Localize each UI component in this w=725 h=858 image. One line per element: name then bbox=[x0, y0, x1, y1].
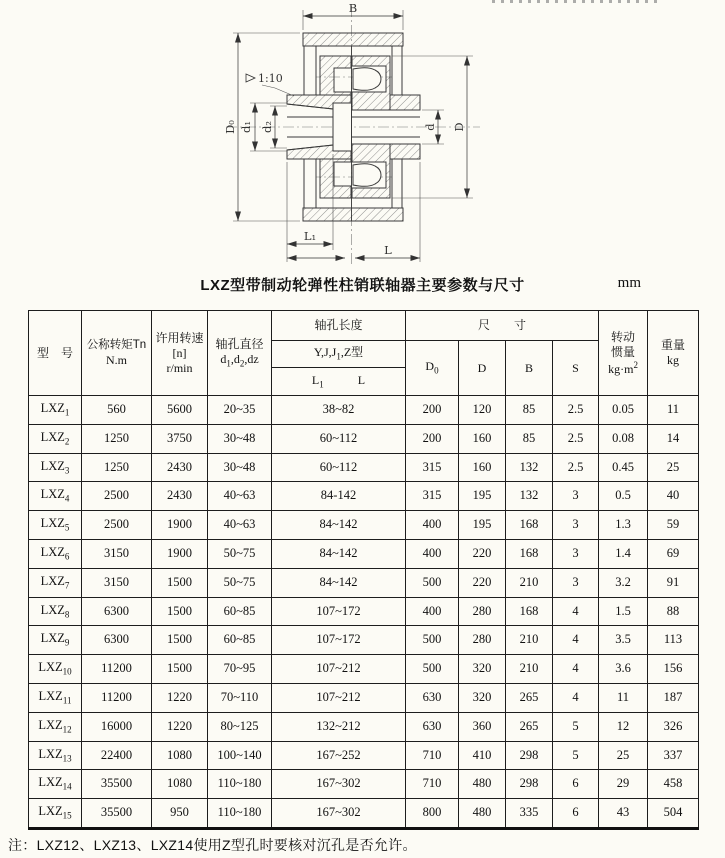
cell-D0: 200 bbox=[406, 396, 459, 425]
cell-speed: 1500 bbox=[152, 626, 208, 655]
cell-D0: 630 bbox=[406, 683, 459, 712]
cell-torque: 6300 bbox=[82, 626, 152, 655]
cell-B: 210 bbox=[506, 568, 553, 597]
cell-model: $LXZ_{10}$ bbox=[29, 655, 82, 684]
cell-speed: 3750 bbox=[152, 424, 208, 453]
table-row bbox=[29, 424, 699, 453]
cell-model: $LXZ_{11}$ bbox=[29, 683, 82, 712]
pin-plug bbox=[333, 103, 352, 151]
header-torque: 公称转矩Tn N.m bbox=[82, 311, 152, 396]
cell-inertia: 1.3 bbox=[599, 511, 648, 540]
cell-inertia: 1.4 bbox=[599, 539, 648, 568]
header-bore-diameter: 轴孔直径 $d_1,d_2,dz$ bbox=[208, 311, 272, 396]
cell-weight: 458 bbox=[648, 770, 699, 799]
cell-D0: 315 bbox=[406, 482, 459, 511]
cell-speed: 2430 bbox=[152, 453, 208, 482]
cell-inertia: 3.5 bbox=[599, 626, 648, 655]
table-title: LXZ型带制动轮弹性柱销联轴器主要参数与尺寸 bbox=[200, 277, 525, 294]
cell-inertia: 25 bbox=[599, 741, 648, 770]
cell-D: 120 bbox=[459, 396, 506, 425]
cell-D0: 400 bbox=[406, 597, 459, 626]
dim-label-d2: d₂ bbox=[260, 121, 274, 133]
cell-S: 4 bbox=[553, 597, 599, 626]
cell-D0: 315 bbox=[406, 453, 459, 482]
cell-bore-length: 60~112 bbox=[272, 424, 406, 453]
cell-B: 265 bbox=[506, 683, 553, 712]
cell-S: 3 bbox=[553, 539, 599, 568]
cell-torque: 1250 bbox=[82, 453, 152, 482]
cell-inertia: 3.2 bbox=[599, 568, 648, 597]
cell-bore-length: 167~302 bbox=[272, 770, 406, 799]
cell-model: $LXZ_{14}$ bbox=[29, 770, 82, 799]
cell-bore-diameter: 20~35 bbox=[208, 396, 272, 425]
cell-speed: 1080 bbox=[152, 741, 208, 770]
cell-bore-length: 132~212 bbox=[272, 712, 406, 741]
cell-torque: 6300 bbox=[82, 597, 152, 626]
cell-bore-length: 60~112 bbox=[272, 453, 406, 482]
cell-B: 168 bbox=[506, 539, 553, 568]
cell-inertia: 11 bbox=[599, 683, 648, 712]
cell-B: 132 bbox=[506, 453, 553, 482]
cell-torque: 35500 bbox=[82, 770, 152, 799]
dim-label-D: D bbox=[452, 122, 466, 132]
cell-B: 168 bbox=[506, 597, 553, 626]
cell-S: 5 bbox=[553, 712, 599, 741]
cell-S: 4 bbox=[553, 683, 599, 712]
cell-D: 220 bbox=[459, 539, 506, 568]
header-col-B: B bbox=[506, 341, 553, 396]
header-bore-length-types: $Y,J,J_1,Z$型 bbox=[272, 341, 406, 368]
cell-model: $LXZ_9$ bbox=[29, 626, 82, 655]
cell-torque: 1250 bbox=[82, 424, 152, 453]
taper-symbol bbox=[246, 74, 255, 82]
dim-label-B: B bbox=[348, 1, 358, 15]
cell-D0: 400 bbox=[406, 511, 459, 540]
cell-model: $LXZ_7$ bbox=[29, 568, 82, 597]
cell-model: $LXZ_4$ bbox=[29, 482, 82, 511]
header-weight: 重量 kg bbox=[648, 311, 699, 396]
cell-inertia: 3.6 bbox=[599, 655, 648, 684]
cell-weight: 14 bbox=[648, 424, 699, 453]
cell-weight: 25 bbox=[648, 453, 699, 482]
table-row bbox=[29, 741, 699, 770]
cell-S: 3 bbox=[553, 568, 599, 597]
cell-S: 5 bbox=[553, 741, 599, 770]
cell-weight: 11 bbox=[648, 396, 699, 425]
cell-B: 168 bbox=[506, 511, 553, 540]
cell-B: 298 bbox=[506, 770, 553, 799]
cell-weight: 113 bbox=[648, 626, 699, 655]
header-L1-L bbox=[272, 368, 406, 396]
cell-model: $LXZ_{12}$ bbox=[29, 712, 82, 741]
cell-B: 265 bbox=[506, 712, 553, 741]
footnote: 注：LXZ12、LXZ13、LXZ14使用Z型孔时要核对沉孔是否允许。 bbox=[8, 837, 417, 853]
table-row bbox=[29, 396, 699, 425]
cell-weight: 91 bbox=[648, 568, 699, 597]
cell-B: 335 bbox=[506, 799, 553, 829]
cell-D0: 800 bbox=[406, 799, 459, 829]
cell-torque: 3150 bbox=[82, 568, 152, 597]
cell-bore-diameter: 50~75 bbox=[208, 568, 272, 597]
cell-S: 3 bbox=[553, 511, 599, 540]
cell-torque: 560 bbox=[82, 396, 152, 425]
cell-bore-diameter: 80~125 bbox=[208, 712, 272, 741]
cell-inertia: 12 bbox=[599, 712, 648, 741]
cell-bore-diameter: 70~110 bbox=[208, 683, 272, 712]
cell-S: 2.5 bbox=[553, 453, 599, 482]
dim-label-L1: L₁ bbox=[303, 229, 317, 243]
cell-bore-length: 107~172 bbox=[272, 597, 406, 626]
header-bore-length: 轴孔长度 bbox=[272, 311, 406, 341]
cell-D0: 400 bbox=[406, 539, 459, 568]
cell-inertia: 0.05 bbox=[599, 396, 648, 425]
table-header bbox=[29, 311, 699, 396]
cell-inertia: 0.5 bbox=[599, 482, 648, 511]
dim-label-D0: D₀ bbox=[223, 120, 237, 134]
cell-torque: 2500 bbox=[82, 511, 152, 540]
cell-bore-diameter: 110~180 bbox=[208, 770, 272, 799]
dim-label-L: L bbox=[384, 243, 392, 257]
header-dimensions: 尺 寸 bbox=[406, 311, 599, 341]
cell-D: 160 bbox=[459, 424, 506, 453]
header-model: 型 号 bbox=[29, 311, 82, 396]
table-row bbox=[29, 712, 699, 741]
cell-model: $LXZ_1$ bbox=[29, 396, 82, 425]
cell-weight: 40 bbox=[648, 482, 699, 511]
cell-S: 3 bbox=[553, 482, 599, 511]
cell-model: $LXZ_{13}$ bbox=[29, 741, 82, 770]
cell-bore-diameter: 110~180 bbox=[208, 799, 272, 829]
cell-D: 360 bbox=[459, 712, 506, 741]
cell-bore-length: 167~252 bbox=[272, 741, 406, 770]
header-inertia: 转动 惯量 $kg\cdot m^2$ bbox=[599, 311, 648, 396]
cell-D: 195 bbox=[459, 511, 506, 540]
cell-bore-length: 38~82 bbox=[272, 396, 406, 425]
table-row bbox=[29, 539, 699, 568]
cell-bore-length: 107~172 bbox=[272, 626, 406, 655]
header-L: L bbox=[357, 372, 366, 387]
cell-bore-length: 107~212 bbox=[272, 655, 406, 684]
extension-lines bbox=[233, 10, 473, 262]
table-row bbox=[29, 597, 699, 626]
cell-torque: 35500 bbox=[82, 799, 152, 829]
cell-S: 6 bbox=[553, 770, 599, 799]
spec-table bbox=[28, 310, 699, 830]
cell-weight: 337 bbox=[648, 741, 699, 770]
cell-weight: 504 bbox=[648, 799, 699, 829]
cell-model: $LXZ_6$ bbox=[29, 539, 82, 568]
cell-speed: 950 bbox=[152, 799, 208, 829]
header-L1: $L_1$ bbox=[311, 372, 324, 390]
table-row bbox=[29, 453, 699, 482]
dim-label-d1: d₁ bbox=[239, 121, 253, 133]
cell-bore-diameter: 100~140 bbox=[208, 741, 272, 770]
cell-weight: 88 bbox=[648, 597, 699, 626]
cell-bore-diameter: 50~75 bbox=[208, 539, 272, 568]
cell-model: $LXZ_{15}$ bbox=[29, 799, 82, 829]
cell-B: 85 bbox=[506, 424, 553, 453]
cell-speed: 1080 bbox=[152, 770, 208, 799]
cell-D: 280 bbox=[459, 597, 506, 626]
unit-label: mm bbox=[617, 275, 641, 291]
cell-speed: 1500 bbox=[152, 655, 208, 684]
cell-torque: 11200 bbox=[82, 683, 152, 712]
cell-torque: 16000 bbox=[82, 712, 152, 741]
cell-weight: 69 bbox=[648, 539, 699, 568]
cell-speed: 1900 bbox=[152, 539, 208, 568]
cell-inertia: 1.5 bbox=[599, 597, 648, 626]
table-row bbox=[29, 511, 699, 540]
cell-D: 320 bbox=[459, 655, 506, 684]
cell-B: 210 bbox=[506, 626, 553, 655]
cell-weight: 187 bbox=[648, 683, 699, 712]
cell-D0: 200 bbox=[406, 424, 459, 453]
cell-bore-diameter: 30~48 bbox=[208, 424, 272, 453]
cell-model: $LXZ_3$ bbox=[29, 453, 82, 482]
cell-bore-length: 84~142 bbox=[272, 511, 406, 540]
cell-torque: 11200 bbox=[82, 655, 152, 684]
cell-bore-diameter: 40~63 bbox=[208, 482, 272, 511]
table-row bbox=[29, 568, 699, 597]
cell-model: $LXZ_5$ bbox=[29, 511, 82, 540]
header-col-D: D bbox=[459, 341, 506, 396]
cell-inertia: 0.08 bbox=[599, 424, 648, 453]
cell-bore-diameter: 40~63 bbox=[208, 511, 272, 540]
cell-S: 2.5 bbox=[553, 424, 599, 453]
cell-weight: 326 bbox=[648, 712, 699, 741]
cell-D: 195 bbox=[459, 482, 506, 511]
cell-D: 480 bbox=[459, 799, 506, 829]
cell-bore-length: 167~302 bbox=[272, 799, 406, 829]
coupling-section-drawing bbox=[0, 0, 725, 272]
cell-weight: 156 bbox=[648, 655, 699, 684]
coupling-drawing-svg bbox=[0, 0, 725, 272]
cell-B: 132 bbox=[506, 482, 553, 511]
cell-D: 480 bbox=[459, 770, 506, 799]
header-speed: 许用转速 [n] r/min bbox=[152, 311, 208, 396]
cell-D0: 500 bbox=[406, 568, 459, 597]
table-body bbox=[29, 396, 699, 829]
header-col-S: S bbox=[553, 341, 599, 396]
cell-D0: 710 bbox=[406, 770, 459, 799]
cell-speed: 1500 bbox=[152, 568, 208, 597]
cell-B: 85 bbox=[506, 396, 553, 425]
cell-bore-diameter: 30~48 bbox=[208, 453, 272, 482]
cell-model: $LXZ_8$ bbox=[29, 597, 82, 626]
cell-torque: 22400 bbox=[82, 741, 152, 770]
cell-torque: 2500 bbox=[82, 482, 152, 511]
cell-D0: 500 bbox=[406, 655, 459, 684]
table-row bbox=[29, 683, 699, 712]
caption-row bbox=[0, 274, 725, 298]
header-col-D0: $D_0$ bbox=[406, 341, 459, 396]
table-row bbox=[29, 770, 699, 799]
cell-speed: 1220 bbox=[152, 683, 208, 712]
cell-B: 298 bbox=[506, 741, 553, 770]
cell-D0: 710 bbox=[406, 741, 459, 770]
cell-speed: 1500 bbox=[152, 597, 208, 626]
cell-torque: 3150 bbox=[82, 539, 152, 568]
taper-callout bbox=[246, 72, 294, 96]
cell-weight: 59 bbox=[648, 511, 699, 540]
cell-D: 220 bbox=[459, 568, 506, 597]
cell-speed: 1220 bbox=[152, 712, 208, 741]
cell-bore-diameter: 60~85 bbox=[208, 626, 272, 655]
cell-model: $LXZ_2$ bbox=[29, 424, 82, 453]
cell-D: 160 bbox=[459, 453, 506, 482]
cell-bore-diameter: 60~85 bbox=[208, 597, 272, 626]
cell-B: 210 bbox=[506, 655, 553, 684]
table-row bbox=[29, 626, 699, 655]
cell-S: 4 bbox=[553, 655, 599, 684]
cell-inertia: 43 bbox=[599, 799, 648, 829]
cell-S: 2.5 bbox=[553, 396, 599, 425]
cell-D: 320 bbox=[459, 683, 506, 712]
cell-speed: 5600 bbox=[152, 396, 208, 425]
dim-label-d: d bbox=[423, 123, 437, 131]
cell-bore-length: 84~142 bbox=[272, 539, 406, 568]
cell-D0: 630 bbox=[406, 712, 459, 741]
cell-bore-length: 84~142 bbox=[272, 568, 406, 597]
cell-D: 410 bbox=[459, 741, 506, 770]
cell-S: 6 bbox=[553, 799, 599, 829]
cell-D0: 500 bbox=[406, 626, 459, 655]
cell-bore-length: 84-142 bbox=[272, 482, 406, 511]
table-row bbox=[29, 655, 699, 684]
taper-label: 1:10 bbox=[258, 72, 283, 85]
cell-bore-diameter: 70~95 bbox=[208, 655, 272, 684]
cell-speed: 2430 bbox=[152, 482, 208, 511]
cell-speed: 1900 bbox=[152, 511, 208, 540]
cell-inertia: 0.45 bbox=[599, 453, 648, 482]
table-row bbox=[29, 799, 699, 829]
cell-inertia: 29 bbox=[599, 770, 648, 799]
table-row bbox=[29, 482, 699, 511]
cell-D: 280 bbox=[459, 626, 506, 655]
cell-S: 4 bbox=[553, 626, 599, 655]
cell-bore-length: 107~212 bbox=[272, 683, 406, 712]
